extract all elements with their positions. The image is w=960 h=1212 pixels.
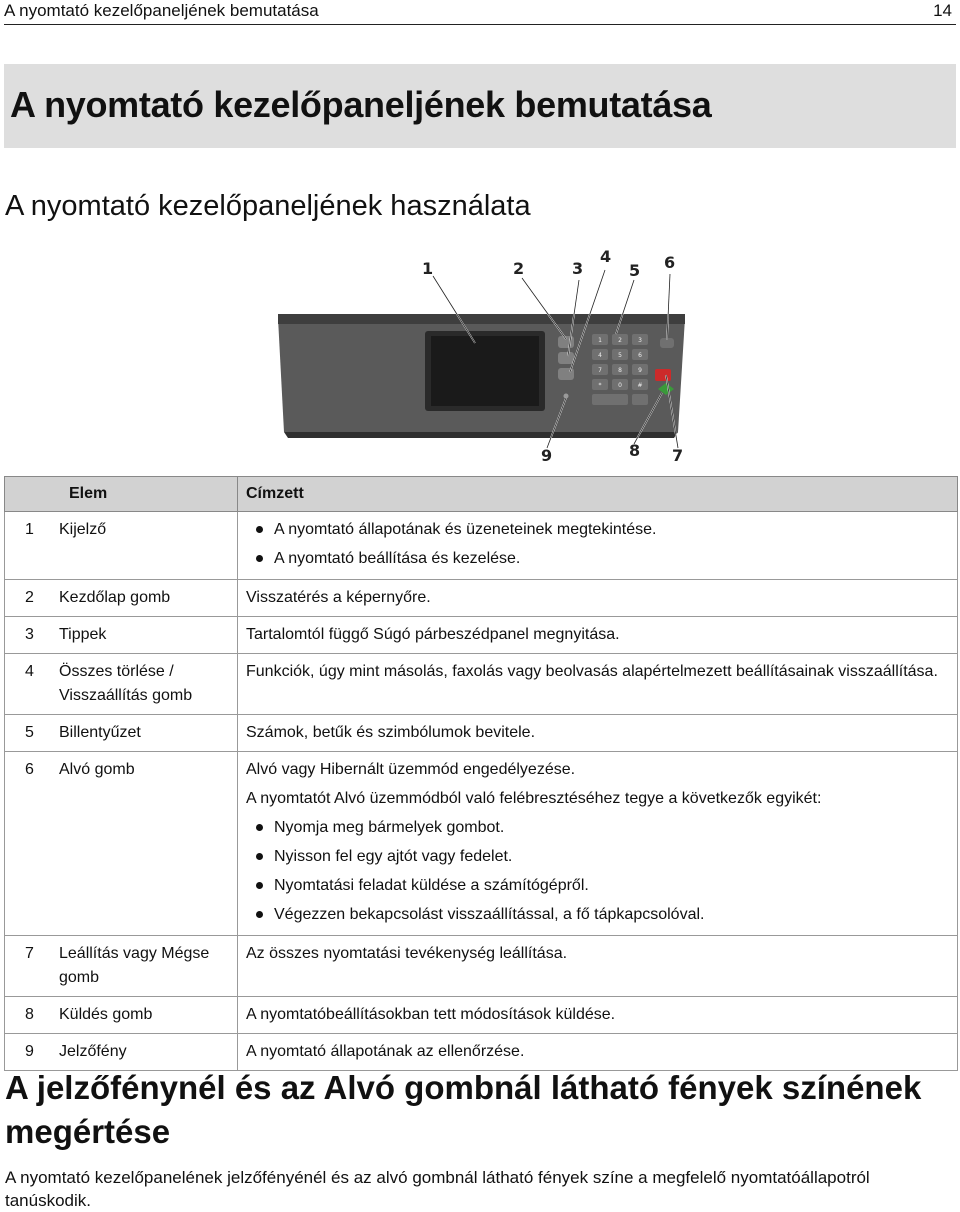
- row-description: A nyomtatóbeállításokban tett módosítások küldése.: [238, 997, 958, 1034]
- row-number: 8: [5, 997, 52, 1034]
- keypad-key-label: 6: [638, 352, 642, 359]
- row-description: Tartalomtól függő Súgó párbeszédpanel megnyitása.: [238, 617, 958, 654]
- description-line: A nyomtatót Alvó üzemmódból való felébresztéséhez tegye a következők egyikét:: [246, 790, 822, 807]
- row-name: Összes törlése / Visszaállítás gomb: [51, 654, 238, 715]
- description-line: Alvó vagy Hibernált üzemmód engedélyezése.: [246, 761, 576, 778]
- running-header-title: A nyomtató kezelőpaneljének bemutatása: [4, 1, 319, 20]
- row-name: Küldés gomb: [51, 997, 238, 1034]
- row-description: [238, 512, 958, 580]
- callout-6: 6: [664, 253, 676, 272]
- callout-9: 9: [541, 446, 553, 465]
- keypad-key-label: 4: [598, 352, 602, 359]
- row-number: 7: [5, 936, 52, 997]
- bullet-item: Nyisson fel egy ajtót vagy fedelet.: [246, 842, 949, 871]
- row-name: Alvó gomb: [51, 752, 238, 936]
- row-name: Billentyűzet: [51, 715, 238, 752]
- header-cimzett: Címzett: [238, 477, 958, 512]
- page-number: 14: [933, 1, 952, 20]
- row-number: 6: [5, 752, 52, 936]
- keypad-key-label: 8: [618, 367, 622, 374]
- keypad-key-label: *: [598, 382, 602, 389]
- table-row: [5, 715, 958, 752]
- row-description: [238, 752, 958, 936]
- keypad-key-label: 3: [638, 337, 642, 344]
- bullet-item: A nyomtató beállítása és kezelése.: [246, 544, 949, 573]
- row-number: 3: [5, 617, 52, 654]
- row-number: 4: [5, 654, 52, 715]
- keypad-key-label: 0: [618, 382, 622, 389]
- keypad-key-label: #: [637, 382, 643, 389]
- indicator-light: [564, 394, 569, 399]
- table-row: [5, 1034, 958, 1071]
- running-header: [4, 0, 956, 25]
- second-section-intro: A nyomtató kezelőpanelének jelzőfényénél és az alvó gombnál látható fények színe a megfelelő nyomtatóállapotról tanúskodik.: [5, 1168, 870, 1210]
- row-number: 1: [5, 512, 52, 580]
- row-description: Az összes nyomtatási tevékenység leállítása.: [238, 936, 958, 997]
- keypad-key-label: 2: [618, 337, 622, 344]
- control-panel-illustration: [270, 248, 700, 466]
- control-panel-figure: [270, 248, 700, 466]
- row-description: Visszatérés a képernyőre.: [238, 580, 958, 617]
- table-row: [5, 752, 958, 936]
- chapter-title: A nyomtató kezelőpaneljének bemutatása: [10, 84, 712, 125]
- row-name: Kezdőlap gomb: [51, 580, 238, 617]
- row-name: Tippek: [51, 617, 238, 654]
- pause-key: [632, 394, 648, 405]
- table-row: [5, 617, 958, 654]
- table-row: [5, 997, 958, 1034]
- keypad-key-label: 5: [618, 352, 622, 359]
- second-section-title: A jelzőfénynél és az Alvó gombnál látható fények színének megértése: [5, 1069, 922, 1150]
- row-number: 5: [5, 715, 52, 752]
- row-name: Leállítás vagy Mégse gomb: [51, 936, 238, 997]
- display-screen: [431, 336, 539, 406]
- elements-table: [4, 476, 958, 1071]
- table-row: [5, 936, 958, 997]
- callout-7: 7: [672, 446, 684, 465]
- row-description: Funkciók, úgy mint másolás, faxolás vagy beolvasás alapértelmezett beállításainak visszaállítása.: [238, 654, 958, 715]
- callout-2: 2: [513, 259, 525, 278]
- keypad-key-label: 9: [638, 367, 642, 374]
- backspace-key: [592, 394, 628, 405]
- bullet-item: Végezzen bekapcsolást visszaállítással, a fő tápkapcsolóval.: [246, 900, 949, 929]
- table-row: [5, 654, 958, 715]
- bullet-item: Nyomtatási feladat küldése a számítógépről.: [246, 871, 949, 900]
- chapter-title-bar: [4, 64, 956, 148]
- callout-8: 8: [629, 441, 641, 460]
- row-description: A nyomtató állapotának az ellenőrzése.: [238, 1034, 958, 1071]
- header-elem: Elem: [5, 477, 238, 512]
- callout-1: 1: [422, 259, 434, 278]
- row-number: 2: [5, 580, 52, 617]
- section-title: A nyomtató kezelőpaneljének használata: [5, 190, 531, 222]
- bullet-item: Nyomja meg bármelyek gombot.: [246, 813, 949, 842]
- callout-4: 4: [600, 248, 612, 266]
- table-row: [5, 580, 958, 617]
- callout-5: 5: [629, 261, 641, 280]
- keypad-group: [592, 334, 648, 405]
- panel-top-edge: [278, 314, 685, 324]
- table-row: [5, 512, 958, 580]
- table-header-row: [5, 477, 958, 512]
- stop-button: [655, 369, 671, 381]
- keypad-key-label: 1: [598, 337, 602, 344]
- row-name: Kijelző: [51, 512, 238, 580]
- callout-3: 3: [572, 259, 584, 278]
- row-description: Számok, betűk és szimbólumok bevitele.: [238, 715, 958, 752]
- tips-button: [558, 352, 574, 364]
- bullet-item: A nyomtató állapotának és üzeneteinek megtekintése.: [246, 515, 949, 544]
- panel-bottom-edge: [284, 432, 678, 438]
- row-number: 9: [5, 1034, 52, 1071]
- row-name: Jelzőfény: [51, 1034, 238, 1071]
- keypad-key-label: 7: [598, 367, 602, 374]
